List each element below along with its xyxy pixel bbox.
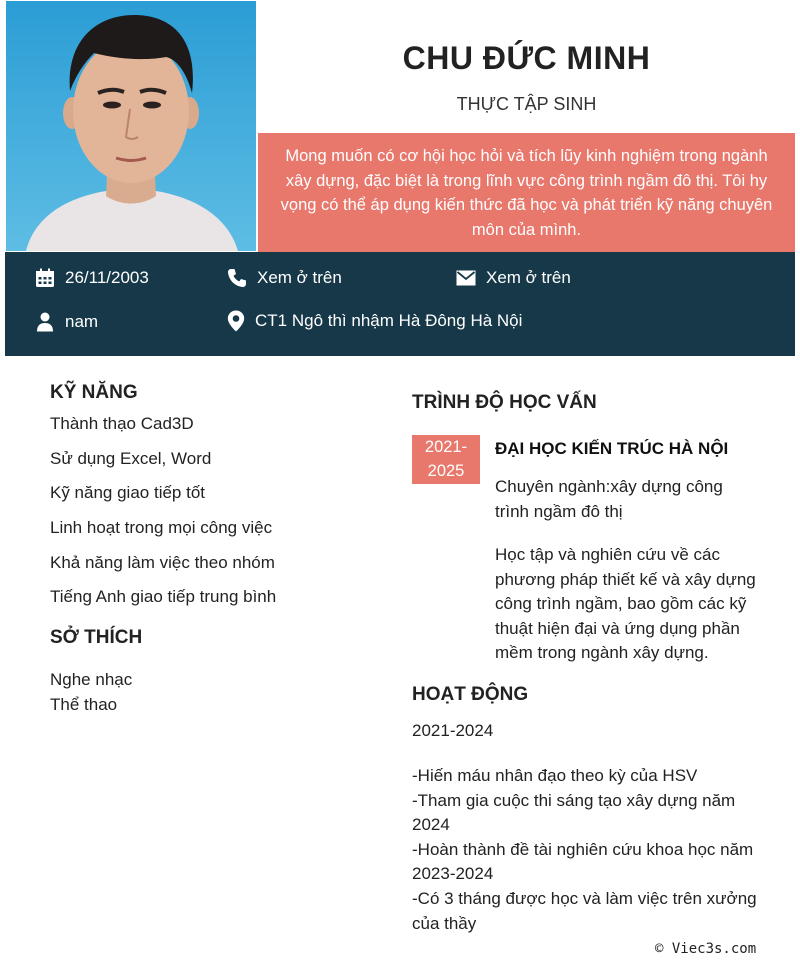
site-watermark: © Viec3s.com [655, 941, 757, 957]
education-year-start: 2021- [424, 438, 468, 456]
activity-item: -Hiến máu nhân đạo theo kỳ của HSV [412, 766, 698, 785]
position-title: THỰC TẬP SINH [456, 94, 597, 114]
skill-item: Sử dụng Excel, Word [50, 448, 212, 468]
education-major: Chuyên ngành:xây dựng công trình ngầm đô thị [495, 477, 723, 521]
activity-item: -Hoàn thành đề tài nghiên cứu khoa học năm 2023-2024 [412, 839, 754, 884]
contact-email [456, 268, 571, 288]
skill-item: Khả năng làm việc theo nhóm [50, 552, 275, 572]
skills-list [50, 414, 276, 622]
contact-phone [227, 268, 342, 288]
education-heading: TRÌNH ĐỘ HỌC VẤN [412, 392, 597, 413]
activity-item: -Tham gia cuộc thi sáng tạo xây dựng năm 2024 [412, 790, 736, 835]
activities-list [412, 764, 757, 936]
location-pin-icon [227, 310, 245, 332]
email-value: Xem ở trên [486, 268, 571, 287]
phone-icon [227, 268, 247, 288]
address-value: CT1 Ngô thì nhậm Hà Đông Hà Nội [255, 311, 523, 330]
activity-item: -Có 3 tháng được học và làm việc trên xưởng của thầy [412, 888, 757, 933]
mail-icon [456, 270, 476, 286]
profile-photo [5, 0, 257, 252]
activities-heading: HOẠT ĐỘNG [412, 684, 529, 705]
hobbies-heading: SỞ THÍCH [50, 627, 143, 648]
contact-address [227, 310, 522, 332]
skill-item: Linh hoạt trong mọi công việc [50, 518, 273, 538]
calendar-icon [35, 268, 55, 288]
contact-gender [35, 312, 98, 332]
phone-value: Xem ở trên [257, 268, 342, 287]
birthday-value: 26/11/2003 [65, 268, 149, 287]
skill-item: Thành thạo Cad3D [50, 414, 194, 433]
candidate-name: CHU ĐỨC MINH [402, 40, 651, 76]
education-description: Học tập và nghiên cứu về các phương pháp thiết kế và xây dựng công trình ngầm, bao gồm các kỹ thuật hiện đại và ứng dụng phần mềm trong ngành xây dựng. [495, 545, 756, 663]
hobby-item: Nghe nhạc [50, 670, 133, 689]
gender-value: nam [65, 312, 99, 331]
person-icon [35, 312, 55, 332]
education-year-badge [412, 435, 480, 484]
school-name: ĐẠI HỌC KIẾN TRÚC HÀ NỘI [495, 439, 729, 458]
education-year-end: 2025 [427, 462, 465, 480]
activities-period: 2021-2024 [412, 721, 494, 740]
skill-item: Tiếng Anh giao tiếp trung bình [50, 587, 277, 607]
contact-bar [5, 252, 795, 356]
career-objective: Mong muốn có cơ hội học hỏi và tích lũy kinh nghiệm trong ngành xây dựng, đặc biệt là trong lĩnh vực công trình ngầm đô thị. Tôi hy vọng có thể áp dụng kiến thức đã học và phát triển kỹ năng chuyên môn của mình. [258, 133, 795, 252]
hobbies-list [50, 670, 132, 720]
hobby-item: Thể thao [50, 695, 118, 714]
contact-birthday [35, 268, 149, 288]
skills-heading: KỸ NĂNG [50, 382, 138, 403]
skill-item: Kỹ năng giao tiếp tốt [50, 483, 206, 503]
